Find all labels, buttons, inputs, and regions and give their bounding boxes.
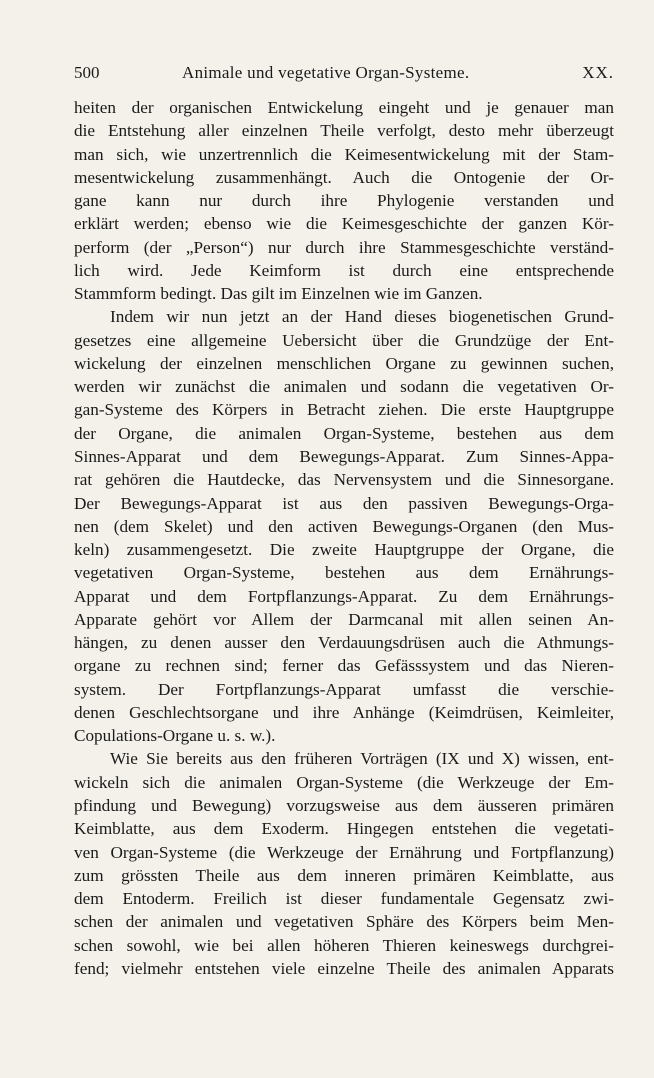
text-line: perform (der „Person“) nur durch ihre Stammesgeschichte verständ-: [74, 237, 614, 257]
text-line: Sinnes-Apparat und dem Bewegungs-Apparat. Zum Sinnes-Appa-: [74, 446, 614, 466]
text-line: Der Bewegungs-Apparat ist aus den passiven Bewegungs-Orga-: [74, 493, 614, 513]
text-line: schen der animalen und vegetativen Sphäre des Körpers beim Men-: [74, 912, 614, 932]
text-line: hängen, zu denen ausser den Verdauungsdrüsen auch die Athmungs-: [74, 633, 614, 653]
text-line: denen Geschlechtsorgane und ihre Anhänge (Keimdrüsen, Keimleiter,: [74, 702, 614, 722]
text-line: die Entstehung aller einzelnen Theile verfolgt, desto mehr überzeugt: [74, 121, 614, 141]
text-line: werden wir zunächst die animalen und sodann die vegetativen Or-: [74, 377, 614, 397]
text-line: Apparat und dem Fortpflanzungs-Apparat. Zu dem Ernährungs-: [74, 586, 614, 606]
text-line: heiten der organischen Entwickelung eingeht und je genauer man: [74, 98, 614, 117]
text-line: organe zu rechnen sind; ferner das Gefässsystem und das Nieren-: [74, 656, 614, 676]
page-number: 500: [74, 63, 100, 82]
text-line: Stammform bedingt. Das gilt im Einzelnen wie im Ganzen.: [74, 284, 483, 304]
body-text: [74, 96, 614, 980]
text-line: schen sowohl, wie bei allen höheren Thieren keineswegs durchgrei-: [74, 935, 614, 955]
text-line: der Organe, die animalen Organ-Systeme, bestehen aus dem: [74, 423, 614, 443]
text-line: ven Organ-Systeme (die Werkzeuge der Ernährung und Fortpflanzung): [74, 842, 614, 862]
text-line: zum grössten Theile aus dem inneren primären Keimblatte, aus: [74, 865, 614, 885]
chapter-number: XX.: [582, 63, 614, 82]
text-line: Keimblatte, aus dem Exoderm. Hingegen entstehen die vegetati-: [74, 819, 614, 839]
running-title: Animale und vegetative Organ-Systeme.: [182, 63, 470, 82]
text-line: vegetativen Organ-Systeme, bestehen aus dem Ernährungs-: [74, 563, 614, 583]
text-line: pfindung und Bewegung) vorzugsweise aus dem äusseren primären: [74, 795, 614, 815]
text-line: nen (dem Skelet) und den activen Bewegungs-Organen (den Mus-: [74, 516, 614, 536]
text-line: wickelung der einzelnen menschlichen Organe zu gewinnen suchen,: [74, 353, 614, 373]
text-line: wickeln sich die animalen Organ-Systeme (die Werkzeuge der Em-: [74, 772, 614, 792]
text-line: dem Entoderm. Freilich ist dieser fundamentale Gegensatz zwi-: [74, 889, 614, 909]
text-line: mesentwickelung zusammenhängt. Auch die Ontogenie der Or-: [74, 167, 614, 187]
text-line: erklärt werden; ebenso wie die Keimesgeschichte der ganzen Kör-: [74, 214, 614, 234]
text-line: system. Der Fortpflanzungs-Apparat umfasst die verschie-: [74, 679, 614, 699]
text-line: keln) zusammengesetzt. Die zweite Hauptgruppe der Organe, die: [74, 540, 614, 560]
text-line: Apparate gehört vor Allem der Darmcanal mit allen seinen An-: [74, 609, 614, 629]
text-line: gesetzes eine allgemeine Uebersicht über die Grundzüge der Ent-: [74, 330, 614, 350]
text-line: man sich, wie unzertrennlich die Keimesentwickelung mit der Stam-: [74, 144, 614, 164]
text-line: lich wird. Jede Keimform ist durch eine entsprechende: [74, 260, 614, 280]
text-line: Indem wir nun jetzt an der Hand dieses biogenetischen Grund-: [110, 307, 614, 327]
text-line: fend; vielmehr entstehen viele einzelne Theile des animalen Apparats: [74, 958, 614, 978]
text-line: Wie Sie bereits aus den früheren Vorträgen (IX und X) wissen, ent-: [110, 749, 614, 769]
text-line: gan-Systeme des Körpers in Betracht ziehen. Die erste Hauptgruppe: [74, 400, 614, 420]
text-line: gane kann nur durch ihre Phylogenie verstanden und: [74, 191, 614, 211]
text-line: Copulations-Organe u. s. w.).: [74, 726, 276, 746]
text-line: rat gehören die Hautdecke, das Nervensystem und die Sinnesorgane.: [74, 470, 614, 490]
